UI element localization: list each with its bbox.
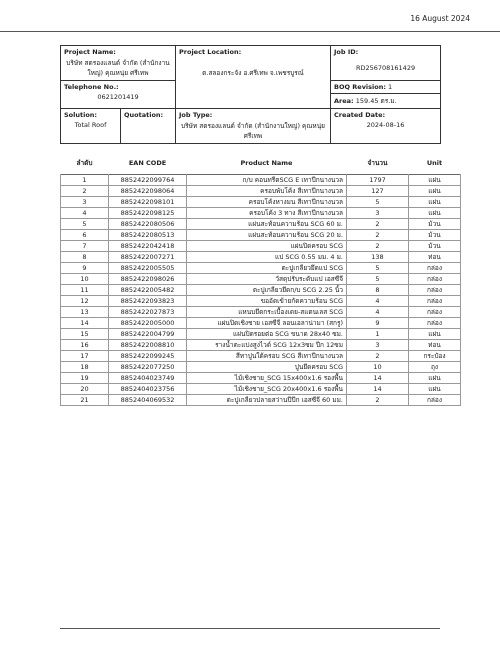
row-unit: แผ่น	[409, 197, 461, 208]
row-unit: ท่อน	[409, 252, 461, 263]
col-header-unit: Unit	[426, 159, 443, 167]
row-qty: 10	[347, 362, 409, 373]
row-no: 14	[61, 318, 109, 329]
row-unit: แผ่น	[409, 186, 461, 197]
table-row	[61, 307, 461, 318]
table-row	[61, 274, 461, 285]
row-no: 7	[61, 241, 109, 252]
row-unit: ม้วน	[409, 219, 461, 230]
row-unit: กล่อง	[409, 296, 461, 307]
row-qty: 14	[347, 373, 409, 384]
solution-cell	[61, 109, 121, 144]
row-unit: แผ่น	[409, 208, 461, 219]
telephone-label: Telephone No.:	[64, 83, 119, 91]
row-qty: 127	[347, 186, 409, 197]
row-product: ไม้เชิงชาย_SCG 15x400x1.6 รองพื้น	[187, 373, 347, 384]
row-unit: กระป๋อง	[409, 351, 461, 362]
project-name-value: บริษัท สตรองแลนด์ จำกัด (สำนักงานใหญ่) คุณหนุ่ย ศรีเทพ	[66, 59, 170, 77]
row-no: 5	[61, 219, 109, 230]
row-qty: 4	[347, 307, 409, 318]
row-ean: 8852422080506	[109, 219, 187, 230]
row-product: แป SCG 0.55 มม. 4 ม.	[187, 252, 347, 263]
row-no: 20	[61, 384, 109, 395]
row-product: แหนบยึดกระเบื้องเดย-สแตนเลส SCG	[187, 307, 347, 318]
row-unit: ม้วน	[409, 241, 461, 252]
row-product: ไม้เชิงชาย_SCG 20x400x1.6 รองพื้น	[187, 384, 347, 395]
project-name-label: Project Name:	[64, 48, 116, 56]
row-product: วัสดุปรับระดับแป เอสซีจี	[187, 274, 347, 285]
row-product: ตะปูเกลียวยึดก/บ SCG 2.25 นิ้ว	[187, 285, 347, 296]
row-qty: 5	[347, 263, 409, 274]
col-header-product: Product Name	[240, 159, 293, 167]
row-ean: 8852404069532	[109, 395, 187, 406]
project-name-cell	[61, 46, 176, 81]
row-ean: 8852422077250	[109, 362, 187, 373]
project-info-table	[60, 45, 441, 144]
quotation-label: Quotation:	[124, 111, 164, 119]
telephone-value: 0621201419	[97, 93, 139, 101]
row-qty: 9	[347, 318, 409, 329]
table-row	[61, 373, 461, 384]
table-row	[61, 384, 461, 395]
table-row	[61, 175, 461, 186]
job-id-cell	[331, 46, 441, 81]
row-no: 1	[61, 175, 109, 186]
row-unit: แผ่น	[409, 384, 461, 395]
header-divider	[0, 31, 500, 32]
row-no: 19	[61, 373, 109, 384]
area-value: 159.45 ตร.ม.	[355, 97, 397, 105]
row-unit: แผ่น	[409, 175, 461, 186]
table-row	[61, 395, 461, 406]
row-ean: 8852422004799	[109, 329, 187, 340]
row-product: ครอบโค้ง 3 ทาง สีเทาปีกนางนวล	[187, 208, 347, 219]
report-date: 16 August 2024	[410, 14, 470, 23]
boq-area-cell	[331, 81, 441, 109]
telephone-cell	[61, 81, 176, 109]
row-qty: 2	[347, 395, 409, 406]
table-row	[61, 285, 461, 296]
row-qty: 14	[347, 384, 409, 395]
table-row	[61, 296, 461, 307]
row-no: 10	[61, 274, 109, 285]
table-row	[61, 263, 461, 274]
row-ean: 8852422005482	[109, 285, 187, 296]
col-header-ean: EAN CODE	[128, 159, 167, 167]
row-qty: 4	[347, 296, 409, 307]
area-label: Area:	[334, 97, 354, 105]
table-row	[61, 318, 461, 329]
row-no: 21	[61, 395, 109, 406]
row-qty: 1797	[347, 175, 409, 186]
row-qty: 2	[347, 241, 409, 252]
row-ean: 8852422098125	[109, 208, 187, 219]
row-unit: แผ่น	[409, 373, 461, 384]
table-row	[61, 329, 461, 340]
row-ean: 8852422093823	[109, 296, 187, 307]
solution-value: Total Roof	[74, 121, 107, 129]
row-unit: กล่อง	[409, 285, 461, 296]
row-no: 9	[61, 263, 109, 274]
table-row	[61, 252, 461, 263]
row-ean: 8852422098064	[109, 186, 187, 197]
row-ean: 8852422099764	[109, 175, 187, 186]
row-qty: 5	[347, 274, 409, 285]
row-product: แผ่นปิดเชิงชาย เอสซีจี ลอนเอลาน่ามา (สกรู)	[187, 318, 347, 329]
row-unit: กล่อง	[409, 274, 461, 285]
row-no: 16	[61, 340, 109, 351]
row-unit: ม้วน	[409, 230, 461, 241]
row-ean: 8852422098101	[109, 197, 187, 208]
row-ean: 8852422005505	[109, 263, 187, 274]
job-id-label: Job ID:	[334, 48, 359, 56]
footer-divider	[60, 628, 440, 629]
created-date-label: Created Date:	[334, 111, 386, 119]
row-product: แผ่นสะท้อนความร้อน SCG 20 ม.	[187, 230, 347, 241]
row-qty: 3	[347, 208, 409, 219]
row-ean: 8852422007271	[109, 252, 187, 263]
job-id-value: RD256708161429	[355, 64, 416, 72]
row-no: 12	[61, 296, 109, 307]
row-qty: 8	[347, 285, 409, 296]
row-no: 15	[61, 329, 109, 340]
col-header-no: ลำดับ	[76, 159, 93, 167]
created-date-cell	[331, 109, 441, 144]
row-ean: 8852422027873	[109, 307, 187, 318]
row-unit: กล่อง	[409, 395, 461, 406]
row-no: 13	[61, 307, 109, 318]
row-ean: 8852404023749	[109, 373, 187, 384]
row-product: รางน้ำตะแบ่งสูงไวด์ SCG 12x3ซม ปีก 12ซม	[187, 340, 347, 351]
row-no: 4	[61, 208, 109, 219]
table-row	[61, 230, 461, 241]
row-unit: แผ่น	[409, 329, 461, 340]
quotation-cell	[121, 109, 176, 144]
row-unit: กล่อง	[409, 318, 461, 329]
row-product: ตะปูเกลียวยึดแป SCG	[187, 263, 347, 274]
table-row	[61, 362, 461, 373]
row-product: ตะปูเกลียวปลายสว่านปีปีก เอสซีจี 60 มม.	[187, 395, 347, 406]
row-qty: 5	[347, 197, 409, 208]
product-table	[60, 153, 461, 406]
row-ean: 8852422008810	[109, 340, 187, 351]
row-product: แผ่นปิดครอบ SCG	[187, 241, 347, 252]
row-unit: ถุง	[409, 362, 461, 373]
row-qty: 3	[347, 340, 409, 351]
job-type-label: Job Type:	[179, 111, 213, 119]
table-row	[61, 186, 461, 197]
row-product: แผ่นปิดรอยต่อ SCG ขนาด 28x40 ซม.	[187, 329, 347, 340]
row-product: ครอบพับโค้ง สีเทาปีกนางนวล	[187, 186, 347, 197]
table-row	[61, 219, 461, 230]
row-ean: 8852404023756	[109, 384, 187, 395]
row-unit: กล่อง	[409, 307, 461, 318]
row-no: 17	[61, 351, 109, 362]
solution-label: Solution:	[64, 111, 98, 119]
table-row	[61, 208, 461, 219]
row-product: ปูนยึดครอบ SCG	[187, 362, 347, 373]
row-unit: กล่อง	[409, 263, 461, 274]
product-table-header	[61, 153, 461, 175]
row-qty: 2	[347, 351, 409, 362]
row-ean: 8852422005000	[109, 318, 187, 329]
table-row	[61, 197, 461, 208]
col-header-qty: จำนวน	[367, 159, 388, 167]
row-product: ก/บ คอนทรีตSCG E เทาปีกนางนวล	[187, 175, 347, 186]
row-qty: 2	[347, 219, 409, 230]
job-type-value: บริษัท สตรองแลนด์ จำกัด (สำนักงานใหญ่) คุณหนุ่ย ศรีเทพ	[181, 122, 325, 140]
boq-revision-label: BOQ Revision:	[334, 83, 386, 91]
table-row	[61, 340, 461, 351]
row-product: ขออัดเข้ายกัดความร้อน SCG	[187, 296, 347, 307]
row-qty: 2	[347, 230, 409, 241]
row-qty: 1	[347, 329, 409, 340]
row-no: 6	[61, 230, 109, 241]
project-location-value: ต.สลองกระจัง อ.ศรีเทพ จ.เพชรบูรณ์	[202, 69, 304, 77]
row-product: สีทาปูนใต้ครอบ SCG สีเทาปีกนางนวล	[187, 351, 347, 362]
job-type-cell	[176, 109, 331, 144]
row-ean: 8852422099245	[109, 351, 187, 362]
row-product: แผ่นสะท้อนความร้อน SCG 60 ม.	[187, 219, 347, 230]
row-qty: 138	[347, 252, 409, 263]
row-no: 18	[61, 362, 109, 373]
row-unit: ท่อน	[409, 340, 461, 351]
row-no: 8	[61, 252, 109, 263]
row-ean: 8852422080513	[109, 230, 187, 241]
table-row	[61, 241, 461, 252]
row-no: 3	[61, 197, 109, 208]
table-row	[61, 351, 461, 362]
row-ean: 8852422098026	[109, 274, 187, 285]
boq-revision-value: 1	[388, 83, 393, 91]
row-no: 2	[61, 186, 109, 197]
created-date-value: 2024-08-16	[366, 121, 405, 129]
row-no: 11	[61, 285, 109, 296]
row-product: ครอบโค้งหางมน สีเทาปีกนางนวล	[187, 197, 347, 208]
project-location-label: Project Location:	[179, 48, 242, 56]
row-ean: 8852422042418	[109, 241, 187, 252]
project-location-cell	[176, 46, 331, 109]
